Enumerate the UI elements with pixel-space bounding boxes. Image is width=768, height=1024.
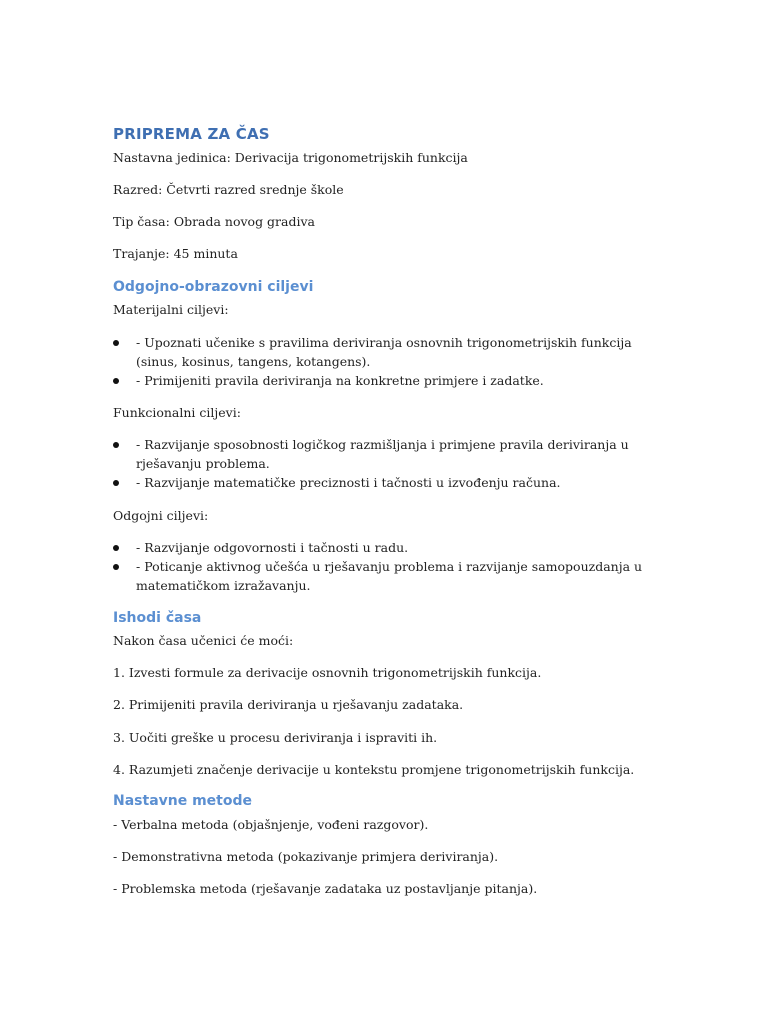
functional-goals-label: Funkcionalni ciljevi: (113, 405, 241, 420)
info-unit: Nastavna jedinica: Derivacija trigonometrijskih funkcija (113, 150, 468, 165)
bullet-icon (113, 480, 119, 486)
functional-goals-list (113, 435, 653, 492)
educational-goals-list (113, 538, 653, 595)
list-item-text: - Razvijanje matematičke preciznosti i tačnosti u izvođenju računa. (136, 475, 561, 490)
list-item-text: - Poticanje aktivnog učešća u rješavanju problema i razvijanje samopouzdanja u matematičkom izražavanju. (136, 559, 643, 593)
outcome-item: 1. Izvesti formule za derivacije osnovnih trigonometrijskih funkcija. (113, 665, 542, 680)
outcome-item: 4. Razumjeti značenje derivacije u kontekstu promjene trigonometrijskih funkcija. (113, 762, 635, 777)
document-title: PRIPREMA ZA ČAS (113, 125, 270, 143)
method-item: - Verbalna metoda (objašnjenje, vođeni razgovor). (113, 817, 429, 832)
outcome-item: 2. Primijeniti pravila deriviranja u rješavanju zadataka. (113, 697, 464, 712)
educational-goals-label: Odgojni ciljevi: (113, 508, 209, 523)
info-type: Tip časa: Obrada novog gradiva (113, 214, 316, 229)
methods-heading: Nastavne metode (113, 793, 253, 809)
outcomes-intro: Nakon časa učenici će moći: (113, 633, 294, 648)
list-item-text: - Razvijanje odgovornosti i tačnosti u radu. (136, 540, 409, 555)
bullet-icon (113, 340, 119, 346)
bullet-icon (113, 442, 119, 448)
info-grade: Razred: Četvrti razred srednje škole (113, 182, 344, 197)
outcomes-heading: Ishodi časa (113, 610, 202, 626)
list-item (113, 538, 653, 557)
method-item: - Demonstrativna metoda (pokazivanje primjera deriviranja). (113, 849, 499, 864)
outcome-item: 3. Uočiti greške u procesu deriviranja i ispraviti ih. (113, 730, 438, 745)
info-duration: Trajanje: 45 minuta (113, 246, 238, 261)
list-item (113, 371, 653, 390)
list-item-text: - Primijeniti pravila deriviranja na konkretne primjere i zadatke. (136, 373, 544, 388)
bullet-icon (113, 564, 119, 570)
list-item-text: - Upoznati učenike s pravilima deriviranja osnovnih trigonometrijskih funkcija (sinus, kosinus, tangens, kotangens). (136, 335, 632, 369)
list-item (113, 473, 653, 492)
list-item (113, 333, 653, 371)
list-item (113, 557, 653, 595)
list-item-text: - Razvijanje sposobnosti logičkog razmišljanja i primjene pravila deriviranja u rješavanju problema. (136, 437, 629, 471)
method-item: - Problemska metoda (rješavanje zadataka uz postavljanje pitanja). (113, 881, 538, 896)
bullet-icon (113, 378, 119, 384)
bullet-icon (113, 545, 119, 551)
goals-heading: Odgojno-obrazovni ciljevi (113, 279, 314, 295)
list-item (113, 435, 653, 473)
material-goals-label: Materijalni ciljevi: (113, 302, 229, 317)
material-goals-list (113, 333, 653, 390)
